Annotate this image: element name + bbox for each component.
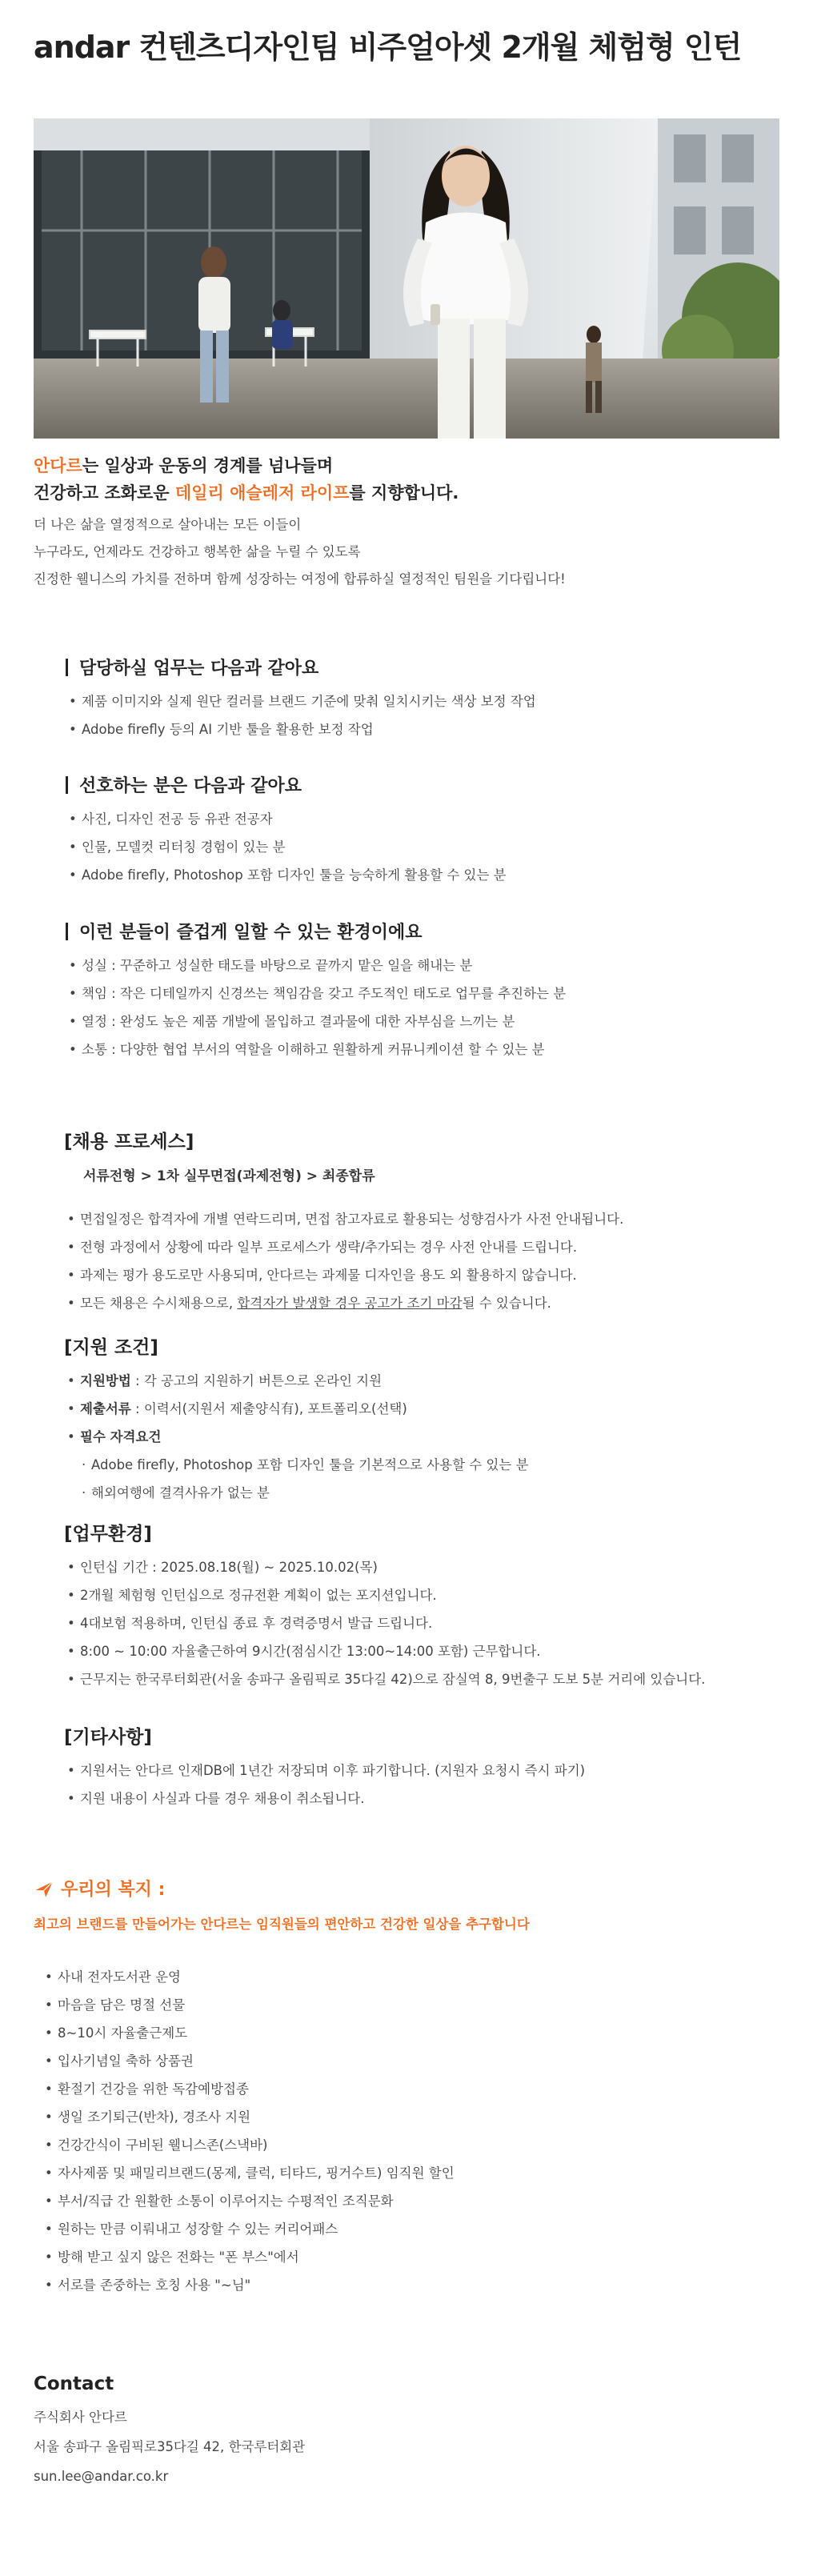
contact-address: 서울 송파구 올림픽로35다길 42, 한국루터회관 <box>34 2439 306 2454</box>
intro-headline-2-pre: 건강하고 조화로운 <box>34 483 175 503</box>
contact-heading: Contact <box>34 2374 114 2394</box>
work-env-heading: [업무환경] <box>64 1524 152 1544</box>
list-item: • 건강간식이 구비된 웰니스존(스낵바) <box>42 2131 794 2159</box>
contact-email[interactable]: sun.lee@andar.co.kr <box>34 2469 169 2484</box>
intro-body-line: 누구라도, 언제라도 건강하고 행복한 삶을 누릴 수 있도록 <box>34 544 361 559</box>
list-item: • 2개월 체험형 인턴십으로 정규전환 계획이 없는 포지션입니다. <box>64 1581 784 1609</box>
list-item: • 사진, 디자인 전공 등 유관 전공자 <box>66 805 786 833</box>
list-item: • 제품 이미지와 실제 원단 컬러를 브랜드 기준에 맞춰 일치시키는 색상 보정 작업 <box>66 687 786 715</box>
hero-image <box>34 118 779 439</box>
intro-headline-1 <box>34 452 794 479</box>
lifestyle-accent: 데일리 애슬레저 라이프 <box>174 483 350 503</box>
contact-section <box>34 2374 674 2491</box>
list-item: • 원하는 만큼 이뤄내고 성장할 수 있는 커리어패스 <box>42 2215 794 2243</box>
method-label: 지원방법 <box>80 1373 131 1388</box>
list-item: • 과제는 평가 용도로만 사용되며, 안다르는 과제물 디자인을 용도 외 활용하지 않습니다. <box>64 1261 784 1289</box>
process-heading: [채용 프로세스] <box>64 1132 194 1152</box>
environment-section <box>66 919 786 1064</box>
process-section <box>64 1127 784 1317</box>
brand-name-accent: 안다르 <box>34 456 82 475</box>
list-item <box>64 1289 784 1317</box>
intro-headline-2 <box>34 479 794 507</box>
list-item <box>64 1395 784 1423</box>
docs-label: 제출서류 <box>80 1401 131 1416</box>
hero-photo-illustration <box>34 118 779 439</box>
preferred-heading-text: 선호하는 분은 다음과 같아요 <box>79 776 302 796</box>
intro-headline-1-rest: 는 일상과 운동의 경계를 넘나들며 <box>82 456 334 475</box>
heading-bar <box>66 923 68 940</box>
page-title: andar 컨텐츠디자인팀 비주얼아셋 2개월 체험형 인턴 <box>34 30 742 65</box>
list-item: • 성실 : 꾸준하고 성실한 태도를 바탕으로 끝까지 맡은 일을 해내는 분 <box>66 951 786 980</box>
duties-heading <box>66 655 786 679</box>
list-item: • Adobe firefly 등의 AI 기반 툴을 활용한 보정 작업 <box>66 715 786 743</box>
list-item: • 방해 받고 싶지 않은 전화는 "폰 부스"에서 <box>42 2243 794 2271</box>
list-item: • Adobe firefly, Photoshop 포함 디자인 툴을 능숙하게 활용할 수 있는 분 <box>66 861 786 889</box>
environment-heading <box>66 919 786 943</box>
duties-heading-text: 담당하실 업무는 다음과 같아요 <box>79 659 319 679</box>
list-item <box>64 1367 784 1395</box>
process-steps: 서류전형 > 1차 실무면접(과제전형) > 최종합류 <box>83 1168 375 1184</box>
duties-section <box>66 655 786 743</box>
intro-body-line: 진정한 웰니스의 가치를 전하며 함께 성장하는 여정에 합류하실 열정적인 팀원을 기다립니다! <box>34 571 566 587</box>
conditions-heading: [지원 조건] <box>64 1337 158 1358</box>
list-item: • 부서/직급 간 원활한 소통이 이루어지는 수평적인 조직문화 <box>42 2187 794 2215</box>
early-close-notice: 합격자가 발생할 경우 공고가 조기 마감 <box>237 1296 463 1311</box>
welfare-heading-text: 우리의 복지 : <box>61 1880 166 1900</box>
process-last-pre: 모든 채용은 수시채용으로, <box>80 1296 238 1311</box>
list-item: • 환절기 건강을 위한 독감예방접종 <box>42 2075 794 2103</box>
list-item: • 소통 : 다양한 협업 부서의 역할을 이해하고 원활하게 커뮤니케이션 할 수 있는 분 <box>66 1036 786 1064</box>
environment-heading-text: 이런 분들이 즐겁게 일할 수 있는 환경이에요 <box>79 923 423 943</box>
list-item: • 면접일정은 합격자에 개별 연락드리며, 면접 참고자료로 활용되는 성향검사가 사전 안내됩니다. <box>64 1205 784 1233</box>
work-env-section <box>64 1519 784 1693</box>
list-subitem: · 해외여행에 결격사유가 없는 분 <box>64 1479 784 1507</box>
list-item: • 4대보험 적용하며, 인턴십 종료 후 경력증명서 발급 드립니다. <box>64 1609 784 1637</box>
list-item: • 지원 내용이 사실과 다를 경우 채용이 취소됩니다. <box>64 1785 784 1813</box>
conditions-section <box>64 1332 784 1507</box>
etc-section <box>64 1722 784 1813</box>
list-item: • 열정 : 완성도 높은 제품 개발에 몰입하고 결과물에 대한 자부심을 느끼는 분 <box>66 1008 786 1036</box>
required-label: 필수 자격요건 <box>80 1429 162 1444</box>
process-last-post: 될 수 있습니다. <box>462 1296 551 1311</box>
list-item: • 입사기념일 축하 상품권 <box>42 2047 794 2075</box>
method-text: : 각 공고의 지원하기 버튼으로 온라인 지원 <box>130 1373 382 1388</box>
list-subitem: · Adobe firefly, Photoshop 포함 디자인 툴을 기본적으로 사용할 수 있는 분 <box>64 1451 784 1479</box>
list-item: • 근무지는 한국루터회관(서울 송파구 올림픽로 35다길 42)으로 잠실역 8, 9번출구 도보 5분 거리에 있습니다. <box>64 1665 784 1693</box>
preferred-heading <box>66 772 786 797</box>
list-item: • 8:00 ~ 10:00 자율출근하여 9시간(점심시간 13:00~14:00 포함) 근무합니다. <box>64 1637 784 1665</box>
list-item <box>64 1423 784 1451</box>
intro-section <box>34 452 794 593</box>
welfare-section <box>34 1876 794 2299</box>
intro-body-line: 더 나은 삶을 열정적으로 살아내는 모든 이들이 <box>34 517 302 532</box>
list-item: • 책임 : 작은 디테일까지 신경쓰는 책임감을 갖고 주도적인 태도로 업무를 추진하는 분 <box>66 980 786 1008</box>
list-item: • 지원서는 안다르 인재DB에 1년간 저장되며 이후 파기합니다. (지원자 요청시 즉시 파기) <box>64 1757 784 1785</box>
heading-bar <box>66 659 68 676</box>
list-item: • 8~10시 자율출근제도 <box>42 2019 794 2047</box>
list-item: • 마음을 담은 명절 선물 <box>42 1991 794 2019</box>
docs-text: : 이력서(지원서 제출양식有), 포트폴리오(선택) <box>130 1401 407 1416</box>
list-item: • 자사제품 및 패밀리브랜드(몽제, 클럭, 티타드, 핑거수트) 임직원 할인 <box>42 2159 794 2187</box>
list-item: • 사내 전자도서관 운영 <box>42 1963 794 1991</box>
heading-bar <box>66 776 68 794</box>
etc-heading: [기타사항] <box>64 1727 152 1748</box>
welfare-subheading: 최고의 브랜드를 만들어가는 안다르는 임직원들의 편안하고 건강한 일상을 추구합니다 <box>34 1917 530 1932</box>
list-item: • 생일 조기퇴근(반차), 경조사 지원 <box>42 2103 794 2131</box>
list-item: • 인물, 모델컷 리터칭 경험이 있는 분 <box>66 833 786 861</box>
preferred-section <box>66 772 786 889</box>
intro-headline-2-post: 를 지향합니다. <box>349 483 459 503</box>
welfare-heading <box>34 1876 794 1901</box>
list-item: • 전형 과정에서 상황에 따라 일부 프로세스가 생략/추가되는 경우 사전 안내를 드립니다. <box>64 1233 784 1261</box>
airplane-icon <box>34 1878 54 1899</box>
list-item: • 서로를 존중하는 호칭 사용 "~님" <box>42 2271 794 2299</box>
contact-company: 주식회사 안다르 <box>34 2410 127 2425</box>
list-item: • 인턴십 기간 : 2025.08.18(월) ~ 2025.10.02(목) <box>64 1553 784 1581</box>
